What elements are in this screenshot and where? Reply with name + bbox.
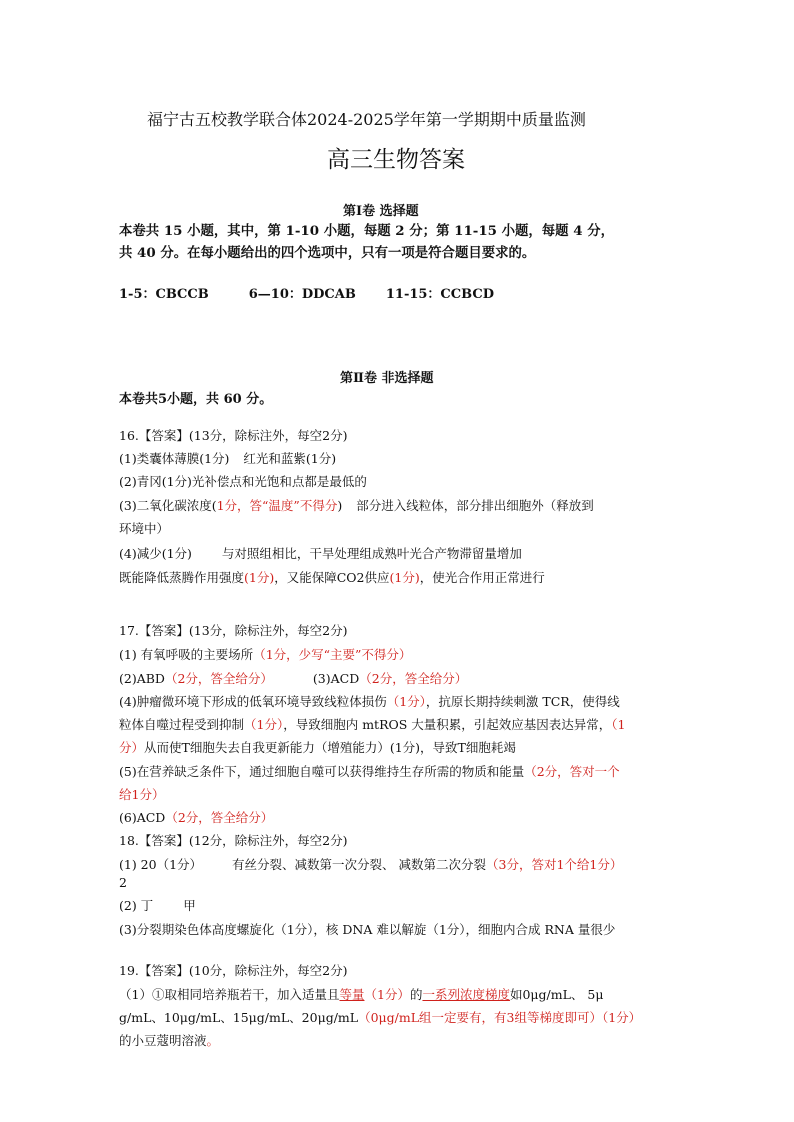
- q16-line4: 环境中）: [119, 521, 170, 536]
- q19-ans1-e: 的小豆蔻明溶液: [119, 1033, 207, 1048]
- q16-ans4c-c: ，使光合作用正常进行: [419, 570, 545, 585]
- q17-ans4-b: ，抗原长期持续刺激 TCR，使得线: [425, 694, 620, 709]
- q18-line2: 2: [119, 875, 127, 890]
- q17-ans1-note: （1分，少写“主要”不得分）: [253, 647, 412, 662]
- q16-ans3: (3)二氧化碳浓度(: [119, 498, 217, 513]
- q16-ans3b: 部分进入线粒体，部分排出细胞外（释放到: [356, 498, 594, 513]
- q16-ans4c-score1: (1分): [244, 570, 275, 585]
- q17-ans4-score2: （1分）: [244, 717, 284, 732]
- q19-ans1-period: 。: [206, 1033, 220, 1048]
- q17-line6: [119, 763, 620, 781]
- q16-header: 16.【答案】(13分，除标注外，每空2分): [119, 428, 348, 443]
- q19-ans1-c: 如0μg/mL、 5μ: [509, 987, 604, 1002]
- exam-title: 福宁古五校教学联合体2024-2025学年第一学期期中质量监测: [147, 110, 586, 129]
- q18-ans1b-note: （3分，答对1个给1分）: [486, 857, 623, 872]
- q16-ans4: (4)减少(1分): [119, 546, 192, 561]
- q16-line5: [119, 545, 522, 563]
- q19-ans1-gradient: 一系列浓度梯度: [422, 987, 510, 1002]
- q17-ans3: (3)ACD: [312, 671, 360, 686]
- q16-ans4c-score2: (1分): [389, 570, 420, 585]
- answers-1-5: 1-5：CBCCB: [119, 287, 209, 302]
- part2-desc: 本卷共5小题，共 60 分。: [119, 392, 273, 407]
- q16-ans3-close: ): [337, 498, 343, 513]
- q16-line1: [119, 450, 336, 468]
- q17-ans4-score1: （1分）: [386, 694, 426, 709]
- q17-ans5: (5)在营养缺乏条件下，通过细胞自噬可以获得维持生存所需的物质和能量: [119, 764, 525, 779]
- q17-ans6: (6)ACD: [119, 810, 166, 825]
- q17-line5: [119, 739, 516, 757]
- q17-ans1: (1) 有氧呼吸的主要场所: [119, 647, 254, 662]
- q17-ans4-score3a: （1: [611, 717, 626, 732]
- answers-11-15: 11-15：CCBCD: [385, 287, 494, 302]
- part1-desc-line1: 本卷共 15 小题，其中，第 1-10 小题，每题 2 分；第 11-15 小题，每题 4 分，: [119, 223, 614, 239]
- q17-ans5-note-a: （2分，答对一个: [524, 764, 620, 779]
- q17-header: 17.【答案】(13分，除标注外，每空2分): [119, 623, 348, 638]
- answers-6-10: 6—10：DDCAB: [248, 287, 356, 302]
- q16-ans3-note: 1分，答“温度”不得分: [216, 498, 338, 513]
- q16-ans4c-b: ，又能保障CO2供应: [274, 570, 390, 585]
- q18-ans2a: (2) 丁: [119, 898, 154, 913]
- q16-line3: [119, 497, 594, 515]
- q17-line3: [119, 693, 620, 711]
- q19-line3: [119, 1032, 219, 1050]
- q16-ans4c-a: 既能降低蒸腾作用强度: [119, 570, 245, 585]
- page-title: 高三生物答案: [327, 147, 465, 173]
- q16-line2: (2)青冈(1分)光补偿点和光饱和点都是最低的: [119, 474, 367, 489]
- q19-header: 19.【答案】(10分，除标注外，每空2分): [119, 963, 348, 978]
- q18-line3: [119, 897, 196, 915]
- part2-heading: 第Ⅱ卷 非选择题: [340, 371, 434, 386]
- q19-ans1-equal: 等量: [339, 987, 365, 1002]
- q17-line1: [119, 646, 411, 664]
- q17-ans2: (2)ABD: [119, 671, 165, 686]
- q19-line1: [119, 986, 603, 1004]
- q16-ans1: (1)类囊体薄膜(1分): [119, 451, 230, 466]
- q18-ans2b: 甲: [183, 898, 196, 913]
- q19-ans1-note: （0μg/mL组一定要有，有3组等梯度即可）（1分）: [358, 1010, 642, 1025]
- q17-line2: [119, 670, 467, 688]
- choice-answers: [119, 286, 494, 304]
- q19-ans1-score1: （1分）: [364, 987, 410, 1002]
- q16-line6: [119, 569, 545, 587]
- q18-line4: (3)分裂期染色体高度螺旋化（1分），核 DNA 难以解旋（1分），细胞内合成 RNA 量很少: [119, 922, 616, 937]
- q18-ans1a: (1) 20（1分）: [119, 857, 203, 872]
- q16-ans1b: 红光和蓝紫(1分): [243, 451, 337, 466]
- q17-ans3-note: （2分，答全给分）: [359, 671, 468, 686]
- q17-ans4-d: ，导致细胞内 mtROS 大量积累，引起效应基因表达异常，: [283, 717, 612, 732]
- q18-line1: [119, 856, 622, 874]
- q17-ans6-note: （2分，答全给分）: [165, 810, 274, 825]
- part1-desc-line2: 共 40 分。在每小题给出的四个选项中，只有一项是符合题目要求的。: [119, 245, 536, 261]
- q19-ans1-a: （1）①取相同培养瓶若干，加入适量且: [119, 987, 340, 1002]
- q19-line2: [119, 1009, 641, 1027]
- part1-heading: 第Ⅰ卷 选择题: [343, 204, 419, 219]
- q17-line4: [119, 716, 625, 734]
- q17-ans4-e: 从而使T细胞失去自我更新能力（增殖能力）(1分)，导致T细胞耗竭: [144, 740, 516, 755]
- q19-ans1-b: 的: [409, 987, 423, 1002]
- q17-ans4-score3b: 分）: [119, 740, 145, 755]
- q18-ans1b: 有丝分裂、减数第一次分裂、 减数第二次分裂: [232, 857, 487, 872]
- q17-line7: 给1分）: [119, 787, 165, 802]
- q16-ans4b: 与对照组相比，干旱处理组成熟叶光合产物滞留量增加: [221, 546, 522, 561]
- q17-ans4-a: (4)肿瘤微环境下形成的低氧环境导致线粒体损伤: [119, 694, 387, 709]
- q17-ans4-c: 粒体自噬过程受到抑制: [119, 717, 245, 732]
- q19-ans1-d: g/mL、10μg/mL、15μg/mL、20μg/mL: [119, 1010, 359, 1025]
- q17-line8: [119, 809, 273, 827]
- q18-header: 18.【答案】(12分，除标注外，每空2分): [119, 833, 348, 848]
- q17-ans2-note: （2分，答全给分）: [164, 671, 273, 686]
